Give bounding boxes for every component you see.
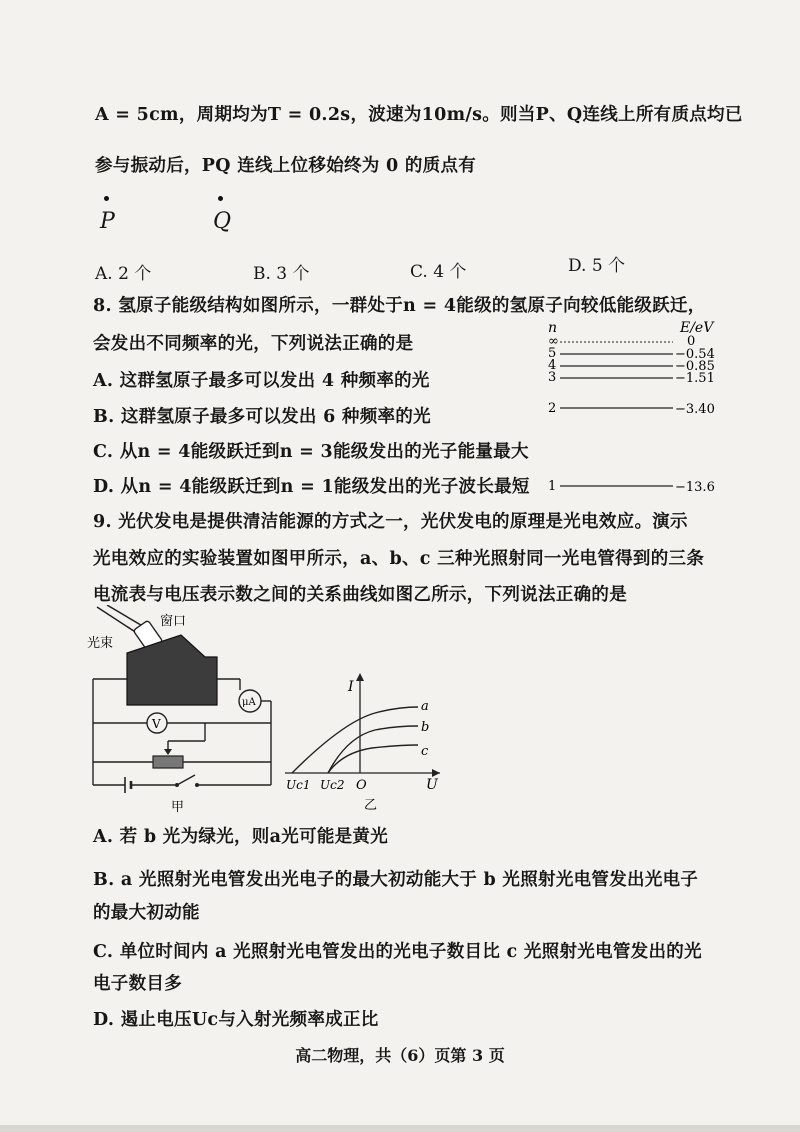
origin-label: O: [356, 778, 367, 793]
voltmeter-label: V: [152, 717, 161, 731]
q9-option-c-line1: C. 单位时间内 a 光照射光电管发出的光电子数目比 c 光照射光电管发出的光: [93, 942, 702, 962]
level-5-n: 5: [548, 346, 557, 361]
q9-option-d: D. 遏止电压Uc与入射光频率成正比: [93, 1010, 379, 1030]
point-p-dot: [104, 196, 109, 201]
q7-option-b: B. 3 个: [253, 264, 310, 284]
i-axis-label: I: [348, 679, 354, 695]
beam-label: 光束: [87, 636, 114, 651]
i-axis-arrow: [356, 673, 364, 681]
level-2-e: −3.40: [675, 402, 715, 417]
q9-option-b-line2: 的最大初动能: [93, 903, 200, 923]
level-4-e: −0.85: [675, 359, 715, 374]
q7-option-d: D. 5 个: [568, 256, 626, 276]
q7-stem-line2: 参与振动后，PQ 连线上位移始终为 0 的质点有: [95, 156, 477, 176]
q9-option-c-line2: 电子数目多: [93, 974, 182, 994]
level-1-n: 1: [548, 479, 557, 494]
level-3-e: −1.51: [675, 371, 715, 386]
level-3-n: 3: [548, 370, 557, 385]
level-2-n: 2: [548, 401, 557, 416]
u-axis-arrow: [432, 769, 440, 777]
figure-yi-caption: 乙: [364, 798, 378, 813]
q9-stem-line3: 电流表与电压表示数之间的关系曲线如图乙所示，下列说法正确的是: [93, 585, 627, 605]
level-1-e: −13.6: [675, 480, 715, 495]
q8-option-a: A. 这群氢原子最多可以发出 4 种频率的光: [93, 371, 430, 391]
q8-option-b: B. 这群氢原子最多可以发出 6 种频率的光: [93, 407, 431, 427]
figure-jia-caption: 甲: [171, 800, 185, 815]
rheostat: [153, 756, 183, 768]
q7-stem-line1: A = 5cm，周期均为T = 0.2s，波速为10m/s。则当P、Q连线上所有质点均已: [95, 105, 743, 125]
level-5-e: −0.54: [675, 347, 715, 362]
q8-option-d: D. 从n = 4能级跃迁到n = 1能级发出的光子波长最短: [93, 477, 530, 497]
point-q-label: Q: [213, 209, 232, 234]
figure-yi-iu-curves: [280, 665, 450, 815]
u-axis-label: U: [426, 777, 438, 793]
n-axis-label: n: [548, 320, 558, 336]
q7-option-c: C. 4 个: [410, 262, 467, 282]
point-q-dot: [218, 196, 223, 201]
uc1-label: Uc1: [286, 778, 311, 792]
q9-stem-line2: 光电效应的实验装置如图甲所示，a、b、c 三种光照射同一光电管得到的三条: [93, 549, 705, 569]
level-inf-e: 0: [687, 334, 696, 349]
curve-c-label: c: [421, 744, 429, 759]
window-label: 窗口: [160, 614, 187, 629]
energy-axis-label: E/eV: [680, 320, 714, 336]
curve-c: [328, 745, 418, 773]
figure-jia-circuit: [85, 605, 280, 820]
level-4-n: 4: [548, 358, 557, 373]
q9-stem-line1: 9. 光伏发电是提供清洁能源的方式之一，光伏发电的原理是光电效应。演示: [93, 512, 688, 532]
page-footer: 高二物理，共（6）页第 3 页: [295, 1046, 505, 1065]
q7-option-a: A. 2 个: [95, 264, 152, 284]
phototube-body: [127, 635, 217, 705]
q8-stem-line2: 会发出不同频率的光，下列说法正确的是: [93, 334, 414, 354]
uc2-label: Uc2: [320, 778, 345, 792]
slider-arrow: [164, 749, 172, 755]
curve-b: [328, 726, 418, 773]
point-p-label: P: [100, 209, 115, 234]
ammeter-label: μA: [242, 697, 256, 708]
q8-stem-line1: 8. 氢原子能级结构如图所示，一群处于n = 4能级的氢原子向较低能级跃迁，: [93, 296, 706, 316]
switch-lever: [177, 775, 195, 785]
level-inf-n: ∞: [548, 334, 559, 349]
energy-level-diagram: [540, 318, 730, 498]
q8-option-c: C. 从n = 4能级跃迁到n = 3能级发出的光子能量最大: [93, 442, 529, 462]
curve-a-label: a: [421, 699, 429, 714]
q9-option-b-line1: B. a 光照射光电管发出光电子的最大初动能大于 b 光照射光电管发出光电子: [93, 870, 699, 890]
q9-option-a: A. 若 b 光为绿光，则a光可能是黄光: [93, 827, 389, 847]
curve-b-label: b: [421, 720, 430, 735]
page-bottom-edge: [0, 1125, 800, 1132]
